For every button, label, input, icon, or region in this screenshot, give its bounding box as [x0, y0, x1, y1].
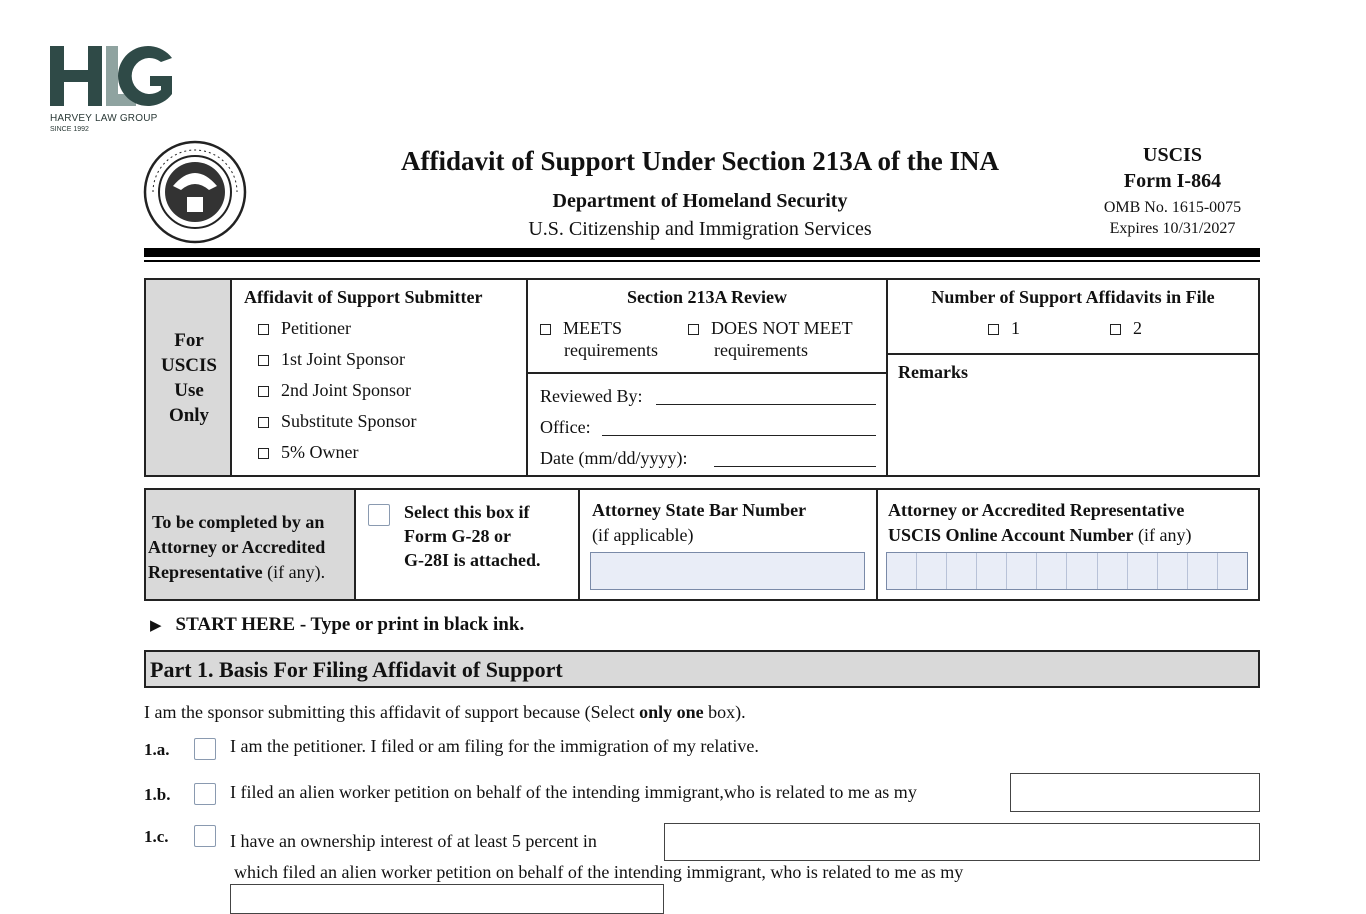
item-1c-num: 1.c.: [144, 827, 169, 846]
header-rule-thin: [144, 260, 1260, 262]
checkbox-icon: [540, 324, 551, 335]
checkbox-icon: [258, 355, 269, 366]
online-account-cell: Attorney or Accredited Representative USCIS Online Account Number (if any): [878, 490, 1258, 599]
review-not-meet: DOES NOT MEET: [688, 318, 853, 339]
expiration-date: Expires 10/31/2027: [1109, 220, 1236, 237]
item-1c-relationship-input[interactable]: [230, 884, 664, 914]
submitter-title: Affidavit of Support Submitter: [244, 287, 483, 307]
arrow-right-icon: ▶: [150, 618, 162, 634]
part1-intro: I am the sponsor submitting this affidavit of support because (Select only one box).: [144, 702, 746, 722]
bar-number-label: Attorney State Bar Number: [592, 500, 807, 520]
checkbox-icon: [258, 324, 269, 335]
item-1b-text: I filed an alien worker petition on behalf of the intending immigrant,who is related to me as my: [230, 782, 917, 802]
header-rule: [144, 248, 1260, 257]
form-number: Form I-864: [1123, 170, 1222, 192]
date-label: Date (mm/dd/yyyy):: [540, 448, 688, 468]
bar-number-cell: [580, 490, 878, 599]
submitter-substitute: Substitute Sponsor: [258, 411, 417, 432]
start-here: ▶ START HERE - Type or print in black ink.: [150, 614, 525, 635]
count-opt-1: 1: [988, 318, 1020, 339]
checkbox-icon: [1110, 324, 1121, 335]
checkbox-icon: [688, 324, 699, 335]
remarks-label: Remarks: [898, 362, 968, 382]
submitter-petitioner: Petitioner: [258, 318, 351, 339]
part1-heading-bar: [144, 650, 1260, 688]
item-1a-num: 1.a.: [144, 740, 170, 759]
agency-name: U.S. Citizenship and Immigration Services: [528, 218, 872, 240]
checkbox-icon: [258, 448, 269, 459]
reviewed-by-line: [656, 386, 876, 405]
checkbox-icon: [258, 417, 269, 428]
g28-checkbox[interactable]: [368, 504, 390, 526]
online-account-input[interactable]: [886, 552, 1248, 590]
item-1c-text: I have an ownership interest of at least 5 percent in: [230, 831, 597, 851]
item-1c-company-input[interactable]: [664, 823, 1260, 861]
date-line: [714, 448, 876, 467]
department-name: Department of Homeland Security: [552, 190, 848, 212]
count-opt-2: 2: [1110, 318, 1142, 339]
part1-heading: Part 1. Basis For Filing Affidavit of Support: [150, 657, 563, 682]
checkbox-icon: [988, 324, 999, 335]
logo-since: SINCE 1992: [50, 126, 89, 133]
office-label: Office:: [540, 417, 591, 437]
item-1a-text: I am the petitioner. I filed or am filing for the immigration of my relative.: [230, 736, 759, 756]
omb-number: OMB No. 1615-0075: [1103, 199, 1242, 216]
attorney-label-cell: To be completed by an Attorney or Accredited Representative (if any).: [146, 490, 356, 599]
uscis-use-only-label: For USCIS Use Only: [146, 280, 232, 475]
item-1c-continuation: which filed an alien worker petition on behalf of the intending immigrant, who is related to me as my: [234, 862, 964, 882]
item-1b-relationship-input[interactable]: [1010, 773, 1260, 812]
submitter-1st-joint: 1st Joint Sponsor: [258, 349, 405, 370]
uscis-label: USCIS: [1143, 144, 1202, 166]
checkbox-icon: [258, 386, 269, 397]
form-title: Affidavit of Support Under Section 213A of the INA: [400, 146, 1000, 176]
submitter-column: [232, 280, 528, 475]
review-not-meet-sub: requirements: [714, 340, 808, 360]
bar-number-sub: (if applicable): [592, 525, 694, 545]
item-1c-checkbox[interactable]: [194, 825, 216, 847]
review-column: [528, 280, 888, 475]
office-line: [602, 417, 876, 436]
item-1b-num: 1.b.: [144, 785, 171, 804]
review-meets-sub: requirements: [564, 340, 658, 360]
review-meets: MEETS: [540, 318, 622, 339]
submitter-5pct-owner: 5% Owner: [258, 442, 358, 463]
g28-cell: Select this box if Form G-28 or G-28I is attached.: [356, 490, 580, 599]
hlg-logo-mark: [48, 44, 178, 114]
item-1a-checkbox[interactable]: [194, 738, 216, 760]
attorney-box: [144, 488, 1260, 601]
count-column: [888, 280, 1258, 475]
dhs-seal-icon: [143, 140, 248, 245]
item-1b-checkbox[interactable]: [194, 783, 216, 805]
review-title: Section 213A Review: [627, 287, 787, 307]
logo-company-name: HARVEY LAW GROUP: [50, 113, 158, 124]
submitter-2nd-joint: 2nd Joint Sponsor: [258, 380, 411, 401]
online-account-label: Attorney or Accredited Representative: [888, 500, 1185, 520]
uscis-use-only-box: [144, 278, 1260, 477]
count-title: Number of Support Affidavits in File: [931, 287, 1215, 307]
bar-number-input[interactable]: [590, 552, 865, 590]
reviewed-by-label: Reviewed By:: [540, 386, 643, 406]
